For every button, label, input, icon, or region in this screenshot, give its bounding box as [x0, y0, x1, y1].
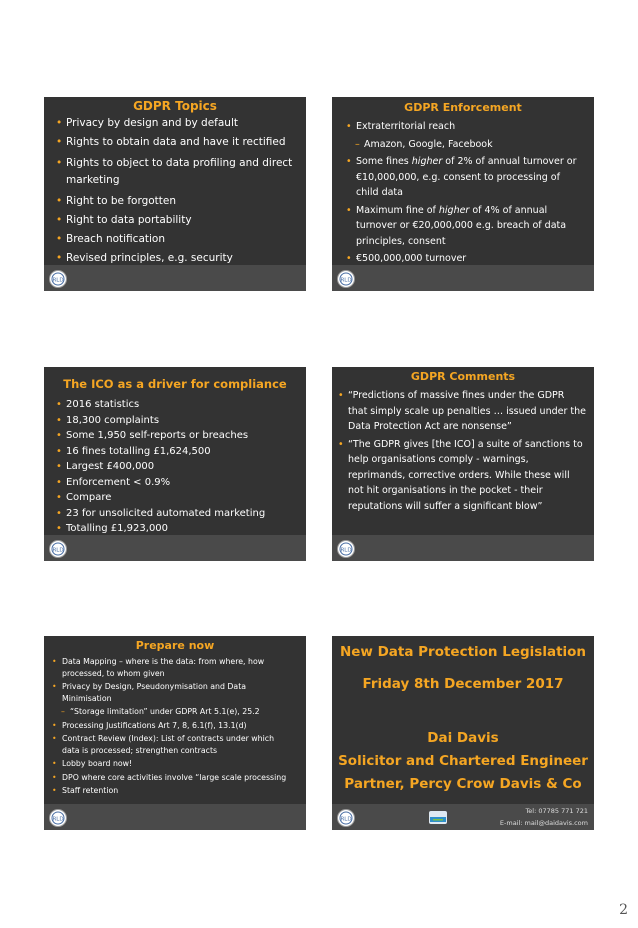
slide-footer [332, 265, 594, 291]
slide-gdpr-comments [332, 367, 594, 561]
bullet-list [338, 388, 586, 514]
list-item: • DPO where core activities involve “large scale processing [52, 772, 292, 784]
slide-prepare-now [44, 636, 306, 830]
list-item: • Some fines higher of 2% of annual turnover or €10,000,000, e.g. consent to processing of child data [346, 154, 584, 201]
list-item: • Data Mapping – where is the data: from where, how processed, to whom given [52, 656, 292, 679]
presenter-name: Dai Davis [427, 730, 499, 746]
presentation-date: Friday 8th December 2017 [362, 676, 564, 692]
list-item: • 16 fines totalling £1,624,500 [56, 444, 298, 460]
list-item: • Right to data portability [56, 214, 298, 227]
svg-text:RLD: RLD [52, 816, 64, 823]
list-item: • €500,000,000 turnover [346, 251, 584, 267]
slide-gdpr-enforcement [332, 97, 594, 291]
list-item: • Privacy by Design, Pseudonymisation and Data Minimisation [52, 681, 292, 704]
list-item: • “The GDPR gives [the ICO] a suite of sanctions to help organisations comply - warnings, reprimands, corrective orders. While these will not hit organisations in the pocket - their reputations will suffer a significant blow” [338, 437, 586, 515]
rld-logo-icon [337, 809, 355, 827]
slide-gdpr-topics [44, 97, 306, 291]
slide-footer [44, 535, 306, 561]
list-item: • Staff retention [52, 785, 292, 797]
slide-title: GDPR Enforcement [404, 101, 522, 114]
presenter-firm: Partner, Percy Crow Davis & Co [344, 776, 582, 792]
slide-footer [44, 804, 306, 830]
rld-logo-icon [49, 270, 67, 288]
rld-logo-icon [337, 270, 355, 288]
presenter-role: Solicitor and Chartered Engineer [338, 753, 588, 769]
svg-text:RLD: RLD [340, 547, 352, 554]
bullet-list [56, 117, 298, 265]
rld-logo-icon [49, 540, 67, 558]
list-item: – Amazon, Google, Facebook [346, 137, 584, 153]
slide-footer [332, 535, 594, 561]
contact-email[interactable]: E-mail: mail@daidavis.com [499, 819, 588, 827]
list-item: • Breach notification [56, 233, 298, 246]
presentation-title: New Data Protection Legislation [339, 644, 587, 660]
slide-title: Prepare now [135, 639, 215, 652]
list-item: • Largest £400,000 [56, 459, 298, 475]
list-item: • Lobby board now! [52, 758, 292, 770]
list-item: • 2016 statistics [56, 397, 298, 413]
list-item: • Extraterritorial reach [346, 119, 584, 135]
list-item: • Totalling £1,923,000 [56, 521, 298, 537]
slide-ico-compliance [44, 367, 306, 561]
bullet-list [56, 397, 298, 537]
rld-logo-icon [337, 540, 355, 558]
list-item: • Contract Review (Index): List of contracts under which data is processed; strengthen contracts [52, 733, 292, 756]
list-item: • Rights to obtain data and have it rectified [56, 136, 298, 149]
list-item: • Compare [56, 490, 298, 506]
list-item: • Processing Justifications Art 7, 8, 6.1(f), 13.1(d) [52, 720, 292, 732]
svg-text:RLD: RLD [52, 277, 64, 284]
list-item: • Privacy by design and by default [56, 117, 298, 130]
slide-footer [44, 265, 306, 291]
bullet-list [52, 656, 292, 797]
list-item: – “Storage limitation” under GDPR Art 5.1(e), 25.2 [52, 706, 292, 718]
list-item: • Maximum fine of higher of 4% of annual turnover or €20,000,000 e.g. breach of data principles, consent [346, 203, 584, 250]
slide-title: The ICO as a driver for compliance [63, 377, 287, 391]
svg-text:RLD: RLD [340, 816, 352, 823]
list-item: • Enforcement < 0.9% [56, 475, 298, 491]
list-item: • Rights to object to data profiling and direct marketing [56, 155, 298, 189]
bullet-list [346, 119, 584, 267]
list-item: • “Predictions of massive fines under the GDPR that simply scale up penalties … issued under the Data Protection Act are nonsense” [338, 388, 586, 435]
svg-text:RLD: RLD [52, 547, 64, 554]
slide-title: GDPR Comments [410, 370, 516, 383]
slide-title-page [332, 636, 594, 830]
list-item: • Some 1,950 self-reports or breaches [56, 428, 298, 444]
list-item: • Revised principles, e.g. security [56, 252, 298, 265]
slide-title: GDPR Topics [133, 99, 217, 113]
list-item: • 18,300 complaints [56, 413, 298, 429]
page-number: 2 [619, 902, 628, 918]
firm-logo-icon [429, 811, 447, 824]
list-item: • Right to be forgotten [56, 195, 298, 208]
list-item: • 23 for unsolicited automated marketing [56, 506, 298, 522]
rld-logo-icon [49, 809, 67, 827]
contact-telephone: Tel: 07785 771 721 [525, 807, 588, 815]
svg-text:RLD: RLD [340, 277, 352, 284]
